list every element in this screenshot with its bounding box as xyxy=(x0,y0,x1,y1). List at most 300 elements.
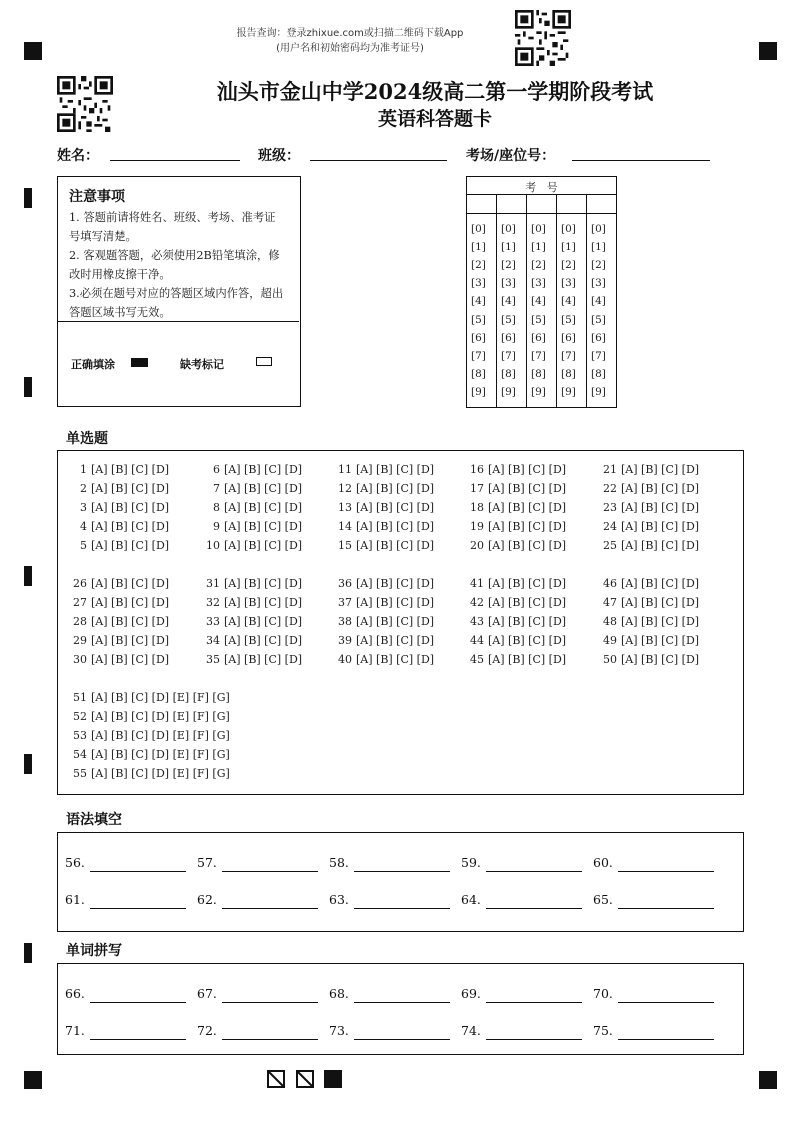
answer-blank-line[interactable] xyxy=(354,908,450,909)
question-number: 38 xyxy=(338,615,352,629)
answer-options[interactable]: [A] [B] [C] [D] xyxy=(224,653,303,667)
answer-blank-line[interactable] xyxy=(222,908,318,909)
choice-question[interactable] xyxy=(603,482,699,495)
exam-digit-bubble[interactable]: [9] xyxy=(501,385,516,398)
absent-checkbox[interactable] xyxy=(256,357,272,366)
choice-question[interactable] xyxy=(73,710,230,723)
blank-number: 60. xyxy=(593,855,613,870)
choice-question[interactable] xyxy=(470,539,566,552)
choice-question[interactable] xyxy=(206,577,302,590)
exam-digit-bubble[interactable]: [1] xyxy=(531,241,546,254)
choice-question[interactable] xyxy=(603,463,699,476)
answer-options[interactable]: [A] [B] [C] [D] xyxy=(621,501,700,515)
question-number: 33 xyxy=(206,615,220,629)
question-number: 21 xyxy=(603,463,617,476)
choice-question[interactable] xyxy=(470,520,566,533)
question-number: 48 xyxy=(603,615,617,629)
exam-digit-bubble[interactable]: [5] xyxy=(471,313,486,326)
exam-column-divider xyxy=(496,194,497,407)
question-number: 26 xyxy=(73,577,87,590)
choice-question[interactable] xyxy=(206,615,302,628)
question-number: 39 xyxy=(338,634,352,648)
answer-options[interactable]: [A] [B] [C] [D] xyxy=(356,577,435,590)
answer-options[interactable]: [A] [B] [C] [D] [E] [F] [G] xyxy=(91,767,230,781)
question-number: 34 xyxy=(206,634,220,648)
report-query-notice: 报告查询：登录zhixue.com或扫描二维码下载App xyxy=(236,28,464,39)
choice-question[interactable] xyxy=(73,501,169,514)
exam-digit-bubble[interactable]: [4] xyxy=(591,295,606,308)
question-number: 37 xyxy=(338,596,352,610)
answer-blank-line[interactable] xyxy=(486,908,582,909)
question-number: 20 xyxy=(470,539,484,553)
exam-digit-bubble[interactable]: [9] xyxy=(591,385,606,398)
choice-question[interactable] xyxy=(603,520,699,533)
exam-digit-bubble[interactable]: [6] xyxy=(531,331,546,344)
choice-question[interactable] xyxy=(603,615,699,628)
exam-digit-bubble[interactable]: [4] xyxy=(561,295,576,308)
exam-column-divider xyxy=(556,194,557,407)
blank-number: 64. xyxy=(461,892,481,907)
choice-question[interactable] xyxy=(73,463,169,476)
choice-question[interactable] xyxy=(338,653,434,666)
choice-question[interactable] xyxy=(206,634,302,647)
notice-line: 3.必须在题号对应的答题区域内作答，超出 xyxy=(69,287,284,300)
answer-options[interactable]: [A] [B] [C] [D] xyxy=(224,577,303,590)
answer-blank-line[interactable] xyxy=(354,1039,450,1040)
question-number: 42 xyxy=(470,596,484,610)
seat-input-line[interactable] xyxy=(572,160,710,161)
notice-line: 改时用橡皮擦干净。 xyxy=(69,268,171,281)
exam-digit-bubble[interactable]: [1] xyxy=(501,241,516,254)
question-number: 44 xyxy=(470,634,484,648)
grammar-title: 语法填空 xyxy=(66,812,122,828)
answer-options[interactable]: [A] [B] [C] [D] xyxy=(488,501,567,515)
notice-line: 答题区域书写无效。 xyxy=(69,306,171,319)
answer-options[interactable]: [A] [B] [C] [D] xyxy=(488,653,567,667)
answer-options[interactable]: [A] [B] [C] [D] xyxy=(224,596,303,610)
question-number: 19 xyxy=(470,520,484,534)
blank-number: 70. xyxy=(593,986,613,1001)
question-number: 23 xyxy=(603,501,617,515)
choice-question[interactable] xyxy=(338,596,434,609)
question-number: 25 xyxy=(603,539,617,553)
question-number: 24 xyxy=(603,520,617,534)
answer-options[interactable]: [A] [B] [C] [D] xyxy=(356,501,435,515)
choice-question[interactable] xyxy=(73,482,169,495)
exam-digit-bubble[interactable]: [8] xyxy=(531,367,546,380)
divider xyxy=(58,321,299,322)
name-input-line[interactable] xyxy=(110,160,240,161)
question-number: 13 xyxy=(338,501,352,515)
answer-options[interactable]: [A] [B] [C] [D] xyxy=(224,520,303,534)
answer-blank-line[interactable] xyxy=(90,1039,186,1040)
answer-options[interactable]: [A] [B] [C] [D] xyxy=(488,482,567,496)
name-label: 姓名： xyxy=(57,148,99,164)
answer-blank-line[interactable] xyxy=(486,1002,582,1003)
answer-blank-line[interactable] xyxy=(618,1002,714,1003)
exam-digit-bubble[interactable]: [0] xyxy=(591,223,606,235)
exam-column-divider xyxy=(586,194,587,407)
answer-options[interactable]: [A] [B] [C] [D] xyxy=(356,520,435,534)
choice-question[interactable] xyxy=(470,653,566,666)
choice-question[interactable] xyxy=(73,539,169,552)
question-number: 45 xyxy=(470,653,484,667)
blank-number: 66. xyxy=(65,986,85,1001)
exam-digit-bubble[interactable]: [0] xyxy=(471,223,486,235)
exam-digit-bubble[interactable]: [3] xyxy=(531,277,546,290)
question-number: 29 xyxy=(73,634,87,648)
exam-digit-bubble[interactable]: [9] xyxy=(471,385,486,398)
choice-question[interactable] xyxy=(603,653,699,666)
exam-digit-bubble[interactable]: [7] xyxy=(501,349,516,362)
answer-options[interactable]: [A] [B] [C] [D] [E] [F] [G] xyxy=(91,691,230,704)
answer-options[interactable]: [A] [B] [C] [D] [E] [F] [G] xyxy=(91,729,230,743)
question-number: 9 xyxy=(213,520,220,534)
exam-number-table xyxy=(466,176,617,408)
question-number: 52 xyxy=(73,710,87,724)
answer-options[interactable]: [A] [B] [C] [D] xyxy=(91,634,170,648)
question-number: 40 xyxy=(338,653,352,667)
registration-mark xyxy=(759,1071,777,1089)
question-number: 28 xyxy=(73,615,87,629)
correct-fill-sample xyxy=(131,358,148,367)
choice-question[interactable] xyxy=(338,615,434,628)
question-number: 6 xyxy=(213,463,220,476)
seat-label: 考场/座位号： xyxy=(466,148,556,164)
notice-title: 注意事项 xyxy=(69,189,125,205)
choice-question[interactable] xyxy=(73,615,169,628)
exam-digit-bubble[interactable]: [3] xyxy=(501,277,516,290)
blank-number: 71. xyxy=(65,1023,85,1038)
answer-options[interactable]: [A] [B] [C] [D] [E] [F] [G] xyxy=(91,748,230,762)
exam-digit-bubble[interactable]: [4] xyxy=(471,295,486,308)
answer-blank-line[interactable] xyxy=(90,908,186,909)
blank-number: 62. xyxy=(197,892,217,907)
answer-options[interactable]: [A] [B] [C] [D] xyxy=(621,577,700,590)
answer-blank-line[interactable] xyxy=(618,1039,714,1040)
answer-options[interactable]: [A] [B] [C] [D] xyxy=(91,482,170,496)
answer-options[interactable]: [A] [B] [C] [D] xyxy=(488,615,567,629)
blank-number: 69. xyxy=(461,986,481,1001)
question-number: 35 xyxy=(206,653,220,667)
question-number: 11 xyxy=(338,463,352,476)
answer-options[interactable]: [A] [B] [C] [D] xyxy=(91,596,170,610)
student-qr-code xyxy=(57,76,113,132)
exam-digit-bubble[interactable]: [6] xyxy=(561,331,576,344)
choice-question[interactable] xyxy=(73,691,230,704)
choice-question[interactable] xyxy=(338,520,434,533)
choice-question[interactable] xyxy=(470,482,566,495)
choice-question[interactable] xyxy=(206,653,302,666)
answer-options[interactable]: [A] [B] [C] [D] xyxy=(224,463,303,476)
class-input-line[interactable] xyxy=(310,160,447,161)
exam-digit-bubble[interactable]: [9] xyxy=(531,385,546,398)
answer-options[interactable]: [A] [B] [C] [D] xyxy=(356,482,435,496)
choice-question[interactable] xyxy=(206,501,302,514)
choice-question[interactable] xyxy=(603,539,699,552)
choice-question[interactable] xyxy=(73,729,230,742)
exam-digit-bubble[interactable]: [2] xyxy=(531,259,546,272)
exam-digit-bubble[interactable]: [1] xyxy=(471,241,486,254)
answer-options[interactable]: [A] [B] [C] [D] xyxy=(356,653,435,667)
blank-number: 63. xyxy=(329,892,349,907)
exam-digit-bubble[interactable]: [8] xyxy=(591,367,606,380)
answer-options[interactable]: [A] [B] [C] [D] xyxy=(488,596,567,610)
registration-mark xyxy=(759,42,777,60)
choice-question[interactable] xyxy=(206,596,302,609)
divider xyxy=(467,194,616,195)
single-choice-box xyxy=(57,450,744,795)
answer-options[interactable]: [A] [B] [C] [D] xyxy=(91,653,170,667)
question-number: 31 xyxy=(206,577,220,590)
question-number: 8 xyxy=(213,501,220,515)
question-number: 14 xyxy=(338,520,352,534)
exam-column-divider xyxy=(526,194,527,407)
question-number: 55 xyxy=(73,767,87,781)
page-mark-slash xyxy=(267,1070,285,1088)
question-number: 3 xyxy=(80,501,87,515)
question-number: 15 xyxy=(338,539,352,553)
choice-question[interactable] xyxy=(73,653,169,666)
page-mark-solid xyxy=(324,1070,342,1088)
password-notice: (用户名和初始密码均为准考证号) xyxy=(276,43,424,54)
answer-options[interactable]: [A] [B] [C] [D] xyxy=(91,520,170,534)
question-number: 18 xyxy=(470,501,484,515)
exam-digit-bubble[interactable]: [8] xyxy=(561,367,576,380)
answer-options[interactable]: [A] [B] [C] [D] xyxy=(356,615,435,629)
answer-options[interactable]: [A] [B] [C] [D] xyxy=(488,634,567,648)
choice-question[interactable] xyxy=(206,463,302,476)
exam-digit-bubble[interactable]: [1] xyxy=(591,241,606,254)
answer-blank-line[interactable] xyxy=(222,871,318,872)
answer-blank-line[interactable] xyxy=(222,1039,318,1040)
question-number: 53 xyxy=(73,729,87,743)
exam-digit-bubble[interactable]: [4] xyxy=(501,295,516,308)
answer-options[interactable]: [A] [B] [C] [D] xyxy=(621,596,700,610)
choice-question[interactable] xyxy=(73,577,169,590)
question-number: 1 xyxy=(80,463,87,476)
choice-question[interactable] xyxy=(73,596,169,609)
exam-digit-bubble[interactable]: [6] xyxy=(471,331,486,344)
question-number: 50 xyxy=(603,653,617,667)
answer-blank-line[interactable] xyxy=(354,871,450,872)
answer-blank-line[interactable] xyxy=(90,1002,186,1003)
exam-digit-bubble[interactable]: [7] xyxy=(561,349,576,362)
answer-options[interactable]: [A] [B] [C] [D] xyxy=(488,520,567,534)
blank-number: 75. xyxy=(593,1023,613,1038)
question-number: 43 xyxy=(470,615,484,629)
exam-digit-bubble[interactable]: [1] xyxy=(561,241,576,254)
exam-digit-bubble[interactable]: [7] xyxy=(471,349,486,362)
answer-options[interactable]: [A] [B] [C] [D] xyxy=(224,501,303,515)
choice-question[interactable] xyxy=(206,520,302,533)
choice-question[interactable] xyxy=(603,501,699,514)
choice-question[interactable] xyxy=(603,577,699,590)
choice-question[interactable] xyxy=(603,596,699,609)
answer-options[interactable]: [A] [B] [C] [D] xyxy=(91,615,170,629)
exam-digit-bubble[interactable]: [6] xyxy=(591,331,606,344)
blank-number: 65. xyxy=(593,892,613,907)
answer-options[interactable]: [A] [B] [C] [D] xyxy=(224,539,303,553)
answer-options[interactable]: [A] [B] [C] [D] xyxy=(621,615,700,629)
class-label: 班级： xyxy=(258,148,300,164)
timing-mark xyxy=(24,943,32,963)
answer-options[interactable]: [A] [B] [C] [D] xyxy=(621,520,700,534)
answer-options[interactable]: [A] [B] [C] [D] xyxy=(488,539,567,553)
exam-number-title: 考 号 xyxy=(525,181,558,194)
answer-options[interactable]: [A] [B] [C] [D] xyxy=(91,577,170,590)
exam-digit-bubble[interactable]: [2] xyxy=(501,259,516,272)
question-number: 46 xyxy=(603,577,617,590)
answer-blank-line[interactable] xyxy=(618,908,714,909)
answer-options[interactable]: [A] [B] [C] [D] xyxy=(488,577,567,590)
exam-digit-bubble[interactable]: [7] xyxy=(531,349,546,362)
answer-options[interactable]: [A] [B] [C] [D] xyxy=(356,634,435,648)
question-number: 41 xyxy=(470,577,484,590)
exam-digit-bubble[interactable]: [9] xyxy=(561,385,576,398)
registration-mark xyxy=(24,1071,42,1089)
question-number: 54 xyxy=(73,748,87,762)
question-number: 22 xyxy=(603,482,617,496)
answer-sheet-title: 英语科答题卡 xyxy=(377,108,492,130)
exam-digit-bubble[interactable]: [2] xyxy=(561,259,576,272)
registration-mark xyxy=(24,42,42,60)
choice-question[interactable] xyxy=(206,482,302,495)
answer-options[interactable]: [A] [B] [C] [D] xyxy=(224,482,303,496)
answer-options[interactable]: [A] [B] [C] [D] xyxy=(356,539,435,553)
choice-question[interactable] xyxy=(338,482,434,495)
choice-question[interactable] xyxy=(338,577,434,590)
answer-options[interactable]: [A] [B] [C] [D] xyxy=(356,463,435,476)
exam-digit-bubble[interactable]: [2] xyxy=(591,259,606,272)
exam-digit-bubble[interactable]: [3] xyxy=(591,277,606,290)
choice-question[interactable] xyxy=(470,615,566,628)
blank-number: 61. xyxy=(65,892,85,907)
answer-options[interactable]: [A] [B] [C] [D] [E] [F] [G] xyxy=(91,710,230,724)
question-number: 30 xyxy=(73,653,87,667)
single-choice-title: 单选题 xyxy=(66,431,108,447)
exam-digit-bubble[interactable]: [0] xyxy=(531,223,546,235)
answer-options[interactable]: [A] [B] [C] [D] xyxy=(488,463,567,476)
exam-digit-bubble[interactable]: [4] xyxy=(531,295,546,308)
exam-digit-bubble[interactable]: [2] xyxy=(471,259,486,272)
blank-number: 73. xyxy=(329,1023,349,1038)
exam-digit-bubble[interactable]: [8] xyxy=(501,367,516,380)
answer-options[interactable]: [A] [B] [C] [D] xyxy=(621,653,700,667)
answer-options[interactable]: [A] [B] [C] [D] xyxy=(356,596,435,610)
blank-number: 68. xyxy=(329,986,349,1001)
choice-question[interactable] xyxy=(470,463,566,476)
answer-blank-line[interactable] xyxy=(90,871,186,872)
choice-question[interactable] xyxy=(338,501,434,514)
exam-digit-bubble[interactable]: [0] xyxy=(501,223,516,235)
choice-question[interactable] xyxy=(603,634,699,647)
answer-options[interactable]: [A] [B] [C] [D] xyxy=(621,539,700,553)
choice-question[interactable] xyxy=(206,539,302,552)
exam-digit-bubble[interactable]: [8] xyxy=(471,367,486,380)
choice-question[interactable] xyxy=(338,634,434,647)
answer-options[interactable]: [A] [B] [C] [D] xyxy=(621,482,700,496)
exam-digit-bubble[interactable]: [5] xyxy=(531,313,546,326)
notice-line: 2. 客观题答题，必须使用2B铅笔填涂，修 xyxy=(69,249,280,262)
exam-digit-bubble[interactable]: [7] xyxy=(591,349,606,362)
answer-options[interactable]: [A] [B] [C] [D] xyxy=(91,539,170,553)
grammar-box xyxy=(57,832,744,932)
exam-digit-bubble[interactable]: [6] xyxy=(501,331,516,344)
answer-options[interactable]: [A] [B] [C] [D] xyxy=(91,501,170,515)
blank-number: 56. xyxy=(65,855,85,870)
exam-digit-bubble[interactable]: [0] xyxy=(561,223,576,235)
timing-mark xyxy=(24,754,32,774)
question-number: 32 xyxy=(206,596,220,610)
divider xyxy=(467,213,616,214)
answer-blank-line[interactable] xyxy=(486,871,582,872)
question-number: 5 xyxy=(80,539,87,553)
question-number: 27 xyxy=(73,596,87,610)
answer-blank-line[interactable] xyxy=(618,871,714,872)
answer-options[interactable]: [A] [B] [C] [D] xyxy=(621,463,700,476)
choice-question[interactable] xyxy=(470,596,566,609)
blank-number: 58. xyxy=(329,855,349,870)
exam-digit-bubble[interactable]: [5] xyxy=(591,313,606,326)
question-number: 12 xyxy=(338,482,352,496)
exam-digit-bubble[interactable]: [5] xyxy=(501,313,516,326)
answer-blank-line[interactable] xyxy=(222,1002,318,1003)
correct-fill-label: 正确填涂 xyxy=(71,358,115,371)
blank-number: 57. xyxy=(197,855,217,870)
spelling-title: 单词拼写 xyxy=(66,943,122,959)
answer-blank-line[interactable] xyxy=(354,1002,450,1003)
choice-question[interactable] xyxy=(470,577,566,590)
exam-digit-bubble[interactable]: [3] xyxy=(471,277,486,290)
question-number: 47 xyxy=(603,596,617,610)
notice-line: 1. 答题前请将姓名、班级、考场、准考证 xyxy=(69,211,276,224)
absent-label: 缺考标记 xyxy=(180,358,224,371)
timing-mark xyxy=(24,377,32,397)
question-number: 2 xyxy=(80,482,87,496)
notice-line: 号填写清楚。 xyxy=(69,230,137,243)
question-number: 16 xyxy=(470,463,484,476)
choice-question[interactable] xyxy=(338,539,434,552)
choice-question[interactable] xyxy=(73,520,169,533)
exam-digit-bubble[interactable]: [3] xyxy=(561,277,576,290)
question-number: 49 xyxy=(603,634,617,648)
choice-question[interactable] xyxy=(73,767,230,780)
blank-number: 67. xyxy=(197,986,217,1001)
spelling-box xyxy=(57,963,744,1055)
question-number: 17 xyxy=(470,482,484,496)
answer-options[interactable]: [A] [B] [C] [D] xyxy=(91,463,170,476)
answer-options[interactable]: [A] [B] [C] [D] xyxy=(224,634,303,648)
question-number: 4 xyxy=(80,520,87,534)
answer-options[interactable]: [A] [B] [C] [D] xyxy=(621,634,700,648)
question-number: 7 xyxy=(213,482,220,496)
choice-question[interactable] xyxy=(73,748,230,761)
answer-blank-line[interactable] xyxy=(486,1039,582,1040)
exam-title: 汕头市金山中学2024级高二第一学期阶段考试 xyxy=(216,79,654,104)
blank-number: 74. xyxy=(461,1023,481,1038)
blank-number: 72. xyxy=(197,1023,217,1038)
choice-question[interactable] xyxy=(470,501,566,514)
choice-question[interactable] xyxy=(73,634,169,647)
choice-question[interactable] xyxy=(338,463,434,476)
question-number: 51 xyxy=(73,691,87,704)
choice-question[interactable] xyxy=(470,634,566,647)
answer-options[interactable]: [A] [B] [C] [D] xyxy=(224,615,303,629)
exam-digit-bubble[interactable]: [5] xyxy=(561,313,576,326)
timing-mark xyxy=(24,566,32,586)
notice-box xyxy=(57,176,301,407)
